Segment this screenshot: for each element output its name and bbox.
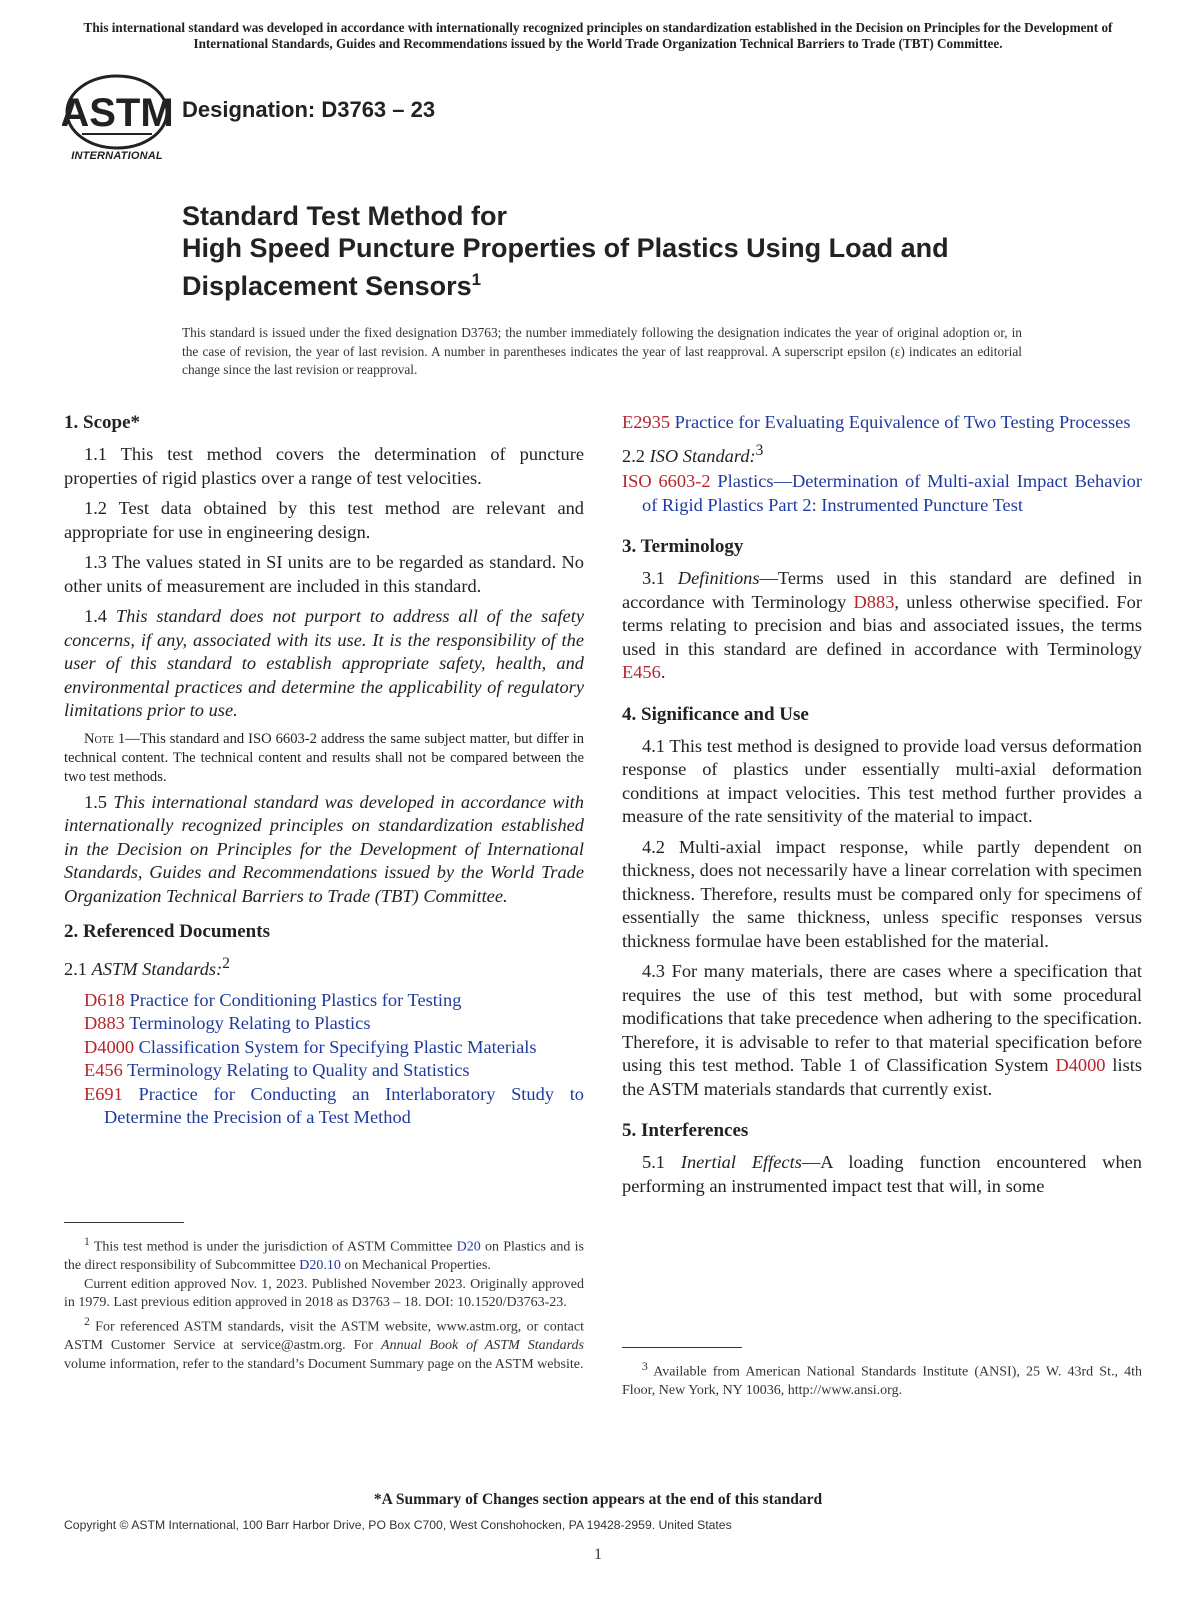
logo-international-text: INTERNATIONAL — [71, 150, 163, 162]
reference-e2935[interactable] — [622, 411, 1142, 435]
footnote-2-text-a: For referenced ASTM standards, visit the ASTM website, www.astm.org, or contact ASTM Customer Service at service@astm.org. For — [64, 1319, 584, 1354]
astm-standards-label: ASTM Standards: — [91, 959, 223, 980]
section-heading-referenced-documents: 2. Referenced Documents — [64, 921, 270, 942]
footnote-3-mark: 3 — [642, 1360, 648, 1373]
footnote-1-text-b: on Plastics and is the direct responsibility of Subcommittee — [64, 1239, 584, 1274]
reference-d618[interactable] — [64, 989, 584, 1013]
document-title — [182, 200, 1082, 302]
reference-e691[interactable] — [64, 1083, 584, 1130]
designation: Designation: D3763 – 23 — [182, 97, 436, 122]
reference-d883[interactable] — [64, 1012, 584, 1036]
paragraph-5-1 — [622, 1151, 1142, 1198]
footnote-3 — [622, 1358, 1142, 1401]
footnote-1-edition: Current edition approved Nov. 1, 2023. Published November 2023. Originally approved in 1979. Last previous edition approved in 2018 as D3763 – 18. DOI: 10.1520/D3763-23. — [64, 1276, 584, 1311]
paragraph-4-1: 4.1 This test method is designed to provide load versus deformation response of plastics under essentially multi-axial deformation conditions at impact velocities. This test method further provides a measure of the rate sensitivity of the material to impact. — [622, 735, 1142, 827]
footnote-3-text: Available from American National Standards Institute (ANSI), 25 W. 43rd St., 4th Floor, New York, NY 10036, http://www.ansi.org. — [622, 1364, 1142, 1399]
paragraph-1-4-text: This standard does not purport to address all of the safety concerns, if any, associated with its use. It is the responsibility of the user of this standard to establish appropriate safety, health, and environmental practices and determine the applicability of regulatory limitations prior to use. — [64, 606, 584, 720]
reference-code[interactable]: E691 — [84, 1083, 123, 1104]
reference-code[interactable]: E456 — [84, 1060, 123, 1081]
paragraph-4-3 — [622, 960, 1142, 1101]
reference-code[interactable]: E2935 — [622, 412, 671, 432]
footnote-divider — [622, 1347, 742, 1348]
paragraph-4-2: 4.2 Multi-axial impact response, while partly dependent on thickness, does not necessarily have a linear correlation with specimen thickness. Therefore, results must be compared only for specimens of essentially the same thickness, unless specific responses versus thickness formulae have been established for the material. — [622, 836, 1142, 951]
astm-logo-mark — [62, 72, 172, 152]
paragraph-1-5-number: 1.5 — [84, 791, 114, 812]
reference-d4000[interactable] — [64, 1036, 584, 1060]
footnote-2-text-b: volume information, refer to the standard’s Document Summary page on the ASTM website. — [64, 1356, 584, 1372]
paragraph-3-1-term: Definitions — [677, 568, 760, 589]
note-1-label: Note 1 — [84, 730, 126, 747]
section-heading-terminology: 3. Terminology — [622, 536, 744, 558]
reference-title[interactable]: Practice for Conditioning Plastics for Testing — [124, 989, 462, 1010]
section-heading-significance: 4. Significance and Use — [622, 703, 809, 725]
title-line-3 — [182, 264, 1082, 302]
paragraph-5-1-number: 5.1 — [642, 1152, 681, 1173]
astm-logo — [62, 72, 172, 167]
logo-mark-text: ASTM — [62, 91, 172, 135]
paragraph-1-5 — [64, 791, 584, 909]
paragraph-1-2: 1.2 Test data obtained by this test method are relevant and appropriate for use in engineering design. — [64, 498, 584, 542]
footnote-2 — [64, 1313, 584, 1374]
paragraph-1-5-text: This international standard was developed in accordance with internationally recognized principles on standardization established in the Decision on Principles for the Development of International Standards, Guides and Recommendations issued by the World Trade Organization Technical Barriers to Trade (TBT) Committee. — [64, 791, 584, 906]
reference-title[interactable]: Plastics—Determination of Multi-axial Impact Behavior of Rigid Plastics Part 2: Instrumented Puncture Test — [642, 471, 1142, 515]
reference-code[interactable]: ISO 6603-2 — [622, 471, 711, 492]
footnote-1-mark: 1 — [84, 1235, 90, 1248]
section-heading-scope: 1. Scope* — [64, 412, 140, 433]
link-d4000[interactable]: D4000 — [1055, 1055, 1106, 1076]
title-line-3-text: Displacement Sensors — [182, 271, 472, 301]
paragraph-1-3: 1.3 The values stated in SI units are to be regarded as standard. No other units of measurement are included in this standard. — [64, 552, 584, 596]
left-footnotes — [64, 1222, 584, 1374]
wto-notice: This international standard was developed in accordance with internationally recognized principles on standardization established in the Decision on Principles for the Development of International Standards, Guides and Recommendations issued by the World Trade Organization Technical Barriers to Trade (TBT) Committee. — [83, 20, 1113, 51]
footnote-1-link-d20-10[interactable]: D20.10 — [299, 1258, 341, 1274]
right-footnotes — [622, 1347, 1142, 1401]
footnote-1 — [64, 1233, 584, 1276]
iso-standard-footnote-mark: 3 — [755, 441, 764, 459]
footnote-2-annual-book: Annual Book of ASTM Standards — [381, 1338, 584, 1354]
note-1-text: —This standard and ISO 6603-2 address the same subject matter, but differ in technical content. The technical content and results shall not be compared between the two test methods. — [64, 730, 584, 785]
paragraph-1-1: 1.1 This test method covers the determination of puncture properties of rigid plastics over a range of test velocities. — [64, 444, 584, 488]
note-1 — [64, 730, 584, 787]
page-number: 1 — [594, 1546, 602, 1563]
iso-standard-label: ISO Standard: — [649, 445, 756, 466]
astm-standards-number: 2.1 — [64, 959, 92, 980]
reference-title[interactable]: Practice for Conducting an Interlaboratory Study to Determine the Precision of a Test Method — [104, 1083, 584, 1128]
link-e456[interactable]: E456 — [622, 662, 661, 683]
paragraph-4-3-text-b: lists the ASTM materials standards that currently exist. — [622, 1055, 1142, 1099]
title-line-1: Standard Test Method for — [182, 201, 508, 231]
section-heading-interferences: 5. Interferences — [622, 1120, 749, 1142]
paragraph-4-3-text-a: 4.3 For many materials, there are cases where a specification that requires the use of this test method, but with some procedural modifications that take precedence when adhering to the specification. Therefore, it is advisable to refer to that material specification before using this test method. Table 1 of Classification System — [622, 961, 1142, 1076]
right-column — [622, 411, 1142, 1205]
reference-e456[interactable] — [64, 1059, 584, 1083]
issuance-statement: This standard is issued under the fixed designation D3763; the number immediately following the designation indicates the year of original adoption or, in the case of revision, the year of last revision. A number in parentheses indicates the year of last reapproval. A superscript epsilon (ε) indicates an editorial change since the last revision or reapproval. — [182, 325, 1022, 378]
astm-standards-subhead — [64, 952, 584, 982]
paragraph-5-1-text: —A loading function encountered when performing an instrumented impact test that will, in some — [622, 1152, 1142, 1196]
paragraph-3-1-text-a: —Terms used in this standard are defined in accordance with Terminology — [622, 568, 1142, 612]
reference-code[interactable]: D4000 — [84, 1036, 135, 1057]
footnote-1-text-a: This test method is under the jurisdiction of ASTM Committee — [93, 1239, 457, 1255]
paragraph-1-4 — [64, 605, 584, 723]
reference-title[interactable]: Classification System for Specifying Plastic Materials — [134, 1036, 537, 1057]
copyright-line: Copyright © ASTM International, 100 Barr Harbor Drive, PO Box C700, West Conshohocken, PA 19428-2959. United States — [64, 1518, 732, 1532]
footnote-divider — [64, 1222, 184, 1223]
link-d883[interactable]: D883 — [853, 591, 895, 612]
footnote-1-text-c: on Mechanical Properties. — [340, 1258, 491, 1274]
paragraph-5-1-term: Inertial Effects — [680, 1152, 802, 1173]
reference-title[interactable]: Practice for Evaluating Equivalence of Two Testing Processes — [670, 412, 1131, 432]
reference-iso-6603-2[interactable] — [622, 470, 1142, 517]
left-column — [64, 411, 584, 1130]
title-line-2: High Speed Puncture Properties of Plastics Using Load and — [182, 233, 949, 263]
reference-code[interactable]: D883 — [84, 1013, 125, 1034]
paragraph-3-1-text-c: . — [660, 662, 666, 683]
reference-code[interactable]: D618 — [84, 989, 125, 1010]
title-footnote-mark: 1 — [471, 270, 482, 289]
paragraph-3-1-text-b: , unless otherwise specified. For terms relating to precision and bias and associated issues, the terms used in this standard are defined in accordance with Terminology — [622, 591, 1142, 659]
footnote-1-link-d20[interactable]: D20 — [456, 1239, 481, 1255]
summary-of-changes-note: *A Summary of Changes section appears at the end of this standard — [373, 1491, 823, 1508]
paragraph-3-1-number: 3.1 — [642, 568, 678, 589]
reference-title[interactable]: Terminology Relating to Plastics — [124, 1013, 371, 1034]
paragraph-1-4-number: 1.4 — [84, 606, 116, 626]
footnote-2-mark: 2 — [84, 1315, 90, 1329]
reference-title[interactable]: Terminology Relating to Quality and Statistics — [122, 1060, 470, 1081]
iso-standard-number: 2.2 — [622, 445, 650, 466]
iso-standard-subhead — [622, 439, 1142, 469]
paragraph-3-1 — [622, 567, 1142, 685]
astm-standards-footnote-mark: 2 — [222, 955, 230, 972]
